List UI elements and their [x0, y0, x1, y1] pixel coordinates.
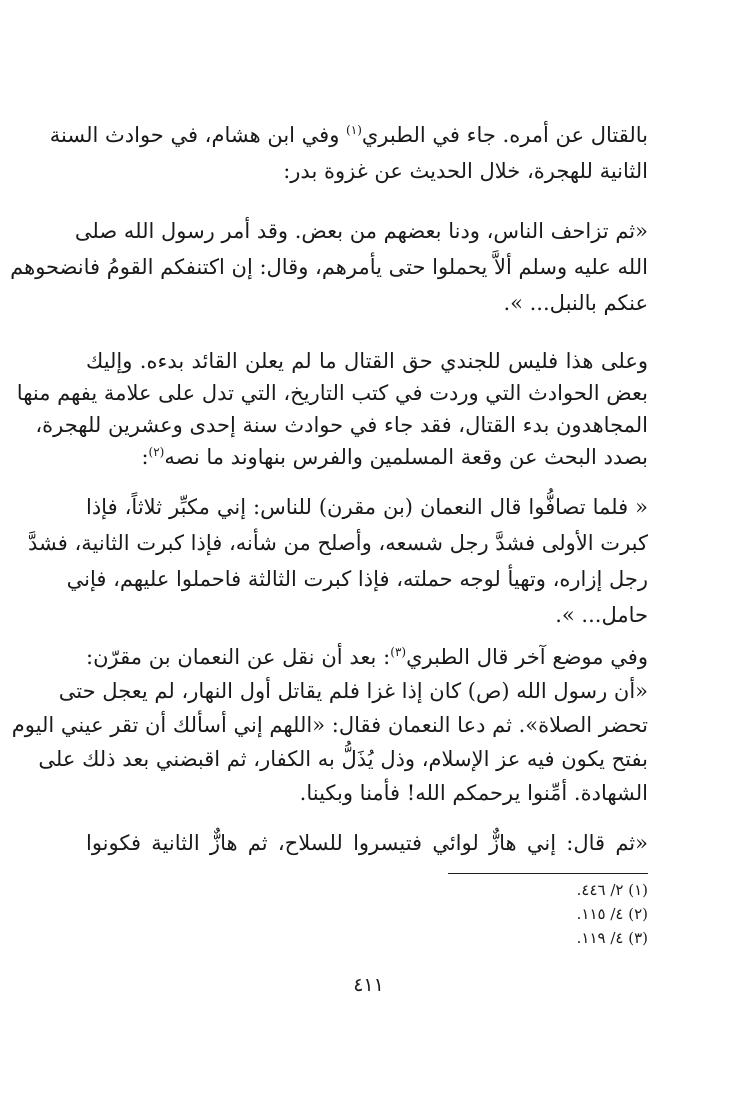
- text-line: حامل... ».: [555, 603, 648, 627]
- text-line: بعض الحوادث التي وردت في كتب التاريخ، التي تدل على علامة يفهم منها: [16, 381, 648, 405]
- text-line: بالقتال عن أمره. جاء في الطبري$^{(١)}$ وفي ابن هشام، في حوادث السنة: [49, 123, 648, 147]
- text-line: «ثم تزاحف الناس، ودنا بعضهم من بعض. وقد أمر رسول الله صلى: [74, 219, 648, 243]
- text-line: كبرت الأولى فشدَّ رجل شسعه، وأصلح من شأنه، فإذا كبرت الثانية، فشدَّ: [27, 531, 648, 555]
- text-line: الله عليه وسلم ألاَّ يحملوا حتى يأمرهم، وقال: إن اكتنفكم القومُ فانضحوهم: [10, 255, 648, 279]
- text-line: الشهادة. أمِّنوا يرحمكم الله! فأمنا وبكينا.: [299, 781, 648, 805]
- text-line: تحضر الصلاة». ثم دعا النعمان فقال: «اللهم إني أسألك أن تقر عيني اليوم: [11, 713, 648, 737]
- text-line: وعلى هذا فليس للجندي حق القتال ما لم يعلن القائد بدءه. وإليك: [86, 349, 648, 373]
- text-line: بفتح يكون فيه عز الإسلام، وذل يُذَلُّ به الكفار، ثم اقبضني بعد ذلك على: [38, 747, 648, 771]
- text-line: عنكم بالنبل... ».: [503, 291, 648, 315]
- footnote: (١) ٢/ ٤٤٦.: [576, 881, 648, 899]
- text-line: بصدد البحث عن وقعة المسلمين والفرس بنهاوند ما نصه$^{(٢)}$:: [141, 445, 648, 469]
- text-line: وفي موضع آخر قال الطبري$^{(٣)}$: بعد أن نقل عن النعمان بن مقرّن:: [86, 645, 648, 669]
- text-line: الثانية للهجرة، خلال الحديث عن غزوة بدر:: [283, 159, 648, 183]
- footnote: (٢) ٤/ ١١٥.: [576, 905, 648, 923]
- footnote: (٣) ٤/ ١١٩.: [576, 929, 648, 947]
- text-line: « فلما تصافُّوا قال النعمان (بن مقرن) للناس: إني مكبِّر ثلاثاً، فإذا: [86, 495, 648, 519]
- text-line: «ثم قال: إني هازٌّ لوائي فتيسروا للسلاح، ثم هازٌّ الثانية فكونوا: [86, 831, 648, 855]
- text-line: رجل إزاره، وتهيأ لوجه حملته، فإذا كبرت الثالثة فاحملوا عليهم، فإني: [66, 567, 648, 591]
- page-number: ٤١١: [353, 974, 384, 996]
- footnote-ref: (٣): [390, 645, 407, 659]
- text-line: المجاهدون بدء القتال، فقد جاء في حوادث سنة إحدى وعشرين للهجرة،: [35, 413, 648, 437]
- text-line: «أن رسول الله (ص) كان إذا غزا فلم يقاتل أول النهار، لم يعجل حتى: [58, 679, 648, 703]
- footnote-ref: (١): [346, 123, 362, 137]
- footnote-ref: (٢): [148, 445, 165, 459]
- footnote-divider: [448, 873, 648, 874]
